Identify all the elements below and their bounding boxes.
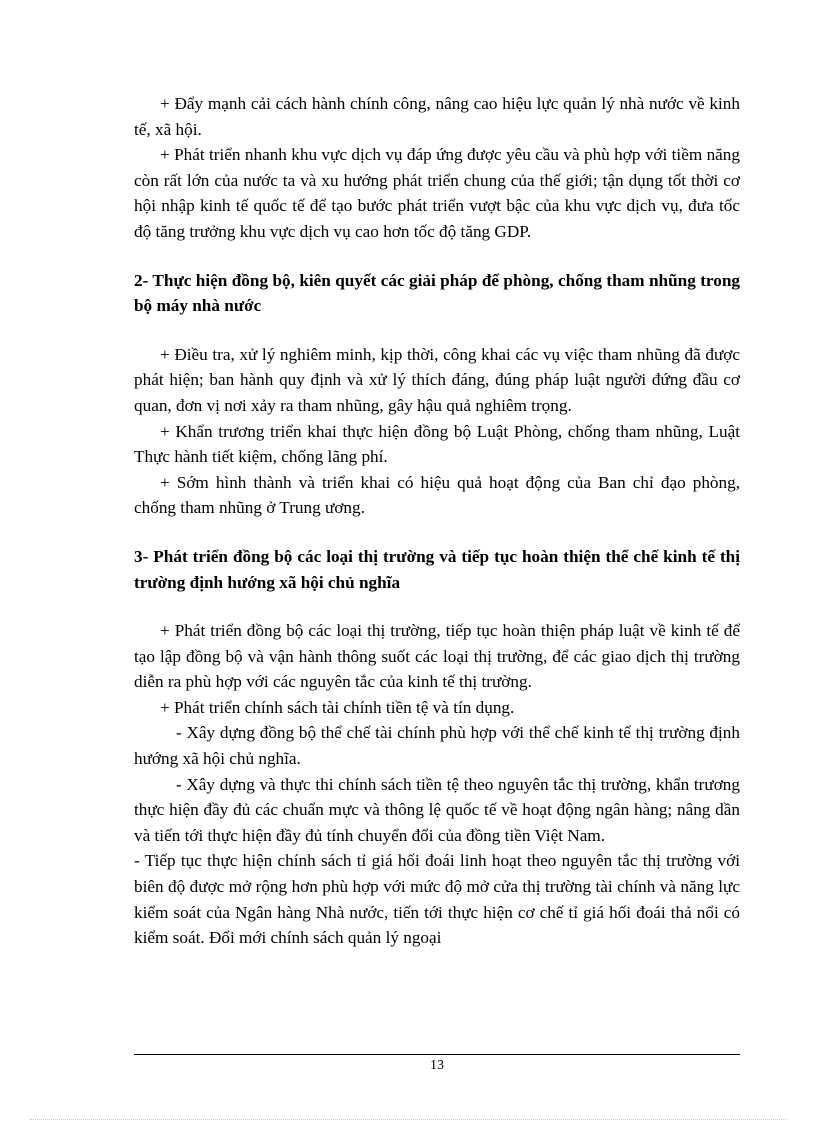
page-edge-divider bbox=[30, 1119, 786, 1120]
page-body bbox=[134, 91, 740, 951]
paragraph-finance-policy: + Phát triển chính sách tài chính tiền tệ và tín dụng. bbox=[160, 697, 515, 717]
paragraph-exchange-rate: - Tiếp tục thực hiện chính sách tỉ giá hối đoái linh hoạt theo nguyên tắc thị trường với biên độ được mở rộng hơn phù hợp với mức độ mở cửa thị trường tài chính và năng lực kiểm soát của Ngân hàng Nhà nước, tiến tới thực hiện cơ chế tỉ giá hối đoái thả nổi có kiểm soát. Đổi mới chính sách quản lý ngoại bbox=[134, 851, 740, 948]
paragraph-admin-reform: + Đẩy mạnh cải cách hành chính công, nâng cao hiệu lực quản lý nhà nước về kinh tế, xã hội. bbox=[134, 94, 740, 139]
paragraph-steering-committee: + Sớm hình thành và triển khai có hiệu quả hoạt động của Ban chỉ đạo phòng, chống tham nhũng ở Trung ương. bbox=[134, 472, 740, 518]
paragraph-services-sector: + Phát triển nhanh khu vực dịch vụ đáp ứng được yêu cầu và phù hợp với tiềm năng còn rất lớn của nước ta và xu hướng phát triển chung của thế giới; tận dụng tốt thời cơ hội nhập kinh tế quốc tế để tạo bước phát triển vượt bậc của khu vực dịch vụ, đưa tốc độ tăng trưởng khu vực dịch vụ cao hơn tốc độ tăng GDP. bbox=[134, 145, 740, 241]
paragraph-monetary-policy: - Xây dựng và thực thi chính sách tiền tệ theo nguyên tắc thị trường, khẩn trương thực hiện đầy đủ các chuẩn mực và thông lệ quốc tế về hoạt động ngân hàng; nâng dần và tiến tới thực hiện đầy đủ tính chuyển đổi của đồng tiền Việt Nam. bbox=[134, 774, 740, 845]
paragraph-investigation: + Điều tra, xử lý nghiêm minh, kịp thời, công khai các vụ việc tham nhũng đã được phát hiện; ban hành quy định và xử lý thích đáng, đúng pháp luật người đứng đầu cơ quan, đơn vị nơi xảy ra tham nhũng, gây hậu quả nghiêm trọng. bbox=[134, 344, 740, 415]
heading-section-2: 2- Thực hiện đồng bộ, kiên quyết các giải pháp để phòng, chống tham nhũng trong bộ máy nhà nước bbox=[134, 270, 740, 316]
paragraph-finance-institutions: - Xây dựng đồng bộ thể chế tài chính phù hợp với thể chế kinh tế thị trường định hướng xã hội chủ nghĩa. bbox=[134, 723, 740, 769]
heading-section-3: 3- Phát triển đồng bộ các loại thị trường và tiếp tục hoàn thiện thể chế kinh tế thị trường định hướng xã hội chủ nghĩa bbox=[134, 546, 740, 592]
paragraph-anticorruption-law: + Khẩn trương triển khai thực hiện đồng bộ Luật Phòng, chống tham nhũng, Luật Thực hành tiết kiệm, chống lãng phí. bbox=[134, 421, 740, 467]
page-number: 13 bbox=[430, 1058, 444, 1073]
paragraph-market-development: + Phát triển đồng bộ các loại thị trường, tiếp tục hoàn thiện pháp luật về kinh tế để tạo lập đồng bộ và vận hành thông suốt các loại thị trường, để các giao dịch thị trường diễn ra phù hợp với các nguyên tắc của kinh tế thị trường. bbox=[134, 621, 740, 692]
footer-divider bbox=[134, 1054, 740, 1055]
